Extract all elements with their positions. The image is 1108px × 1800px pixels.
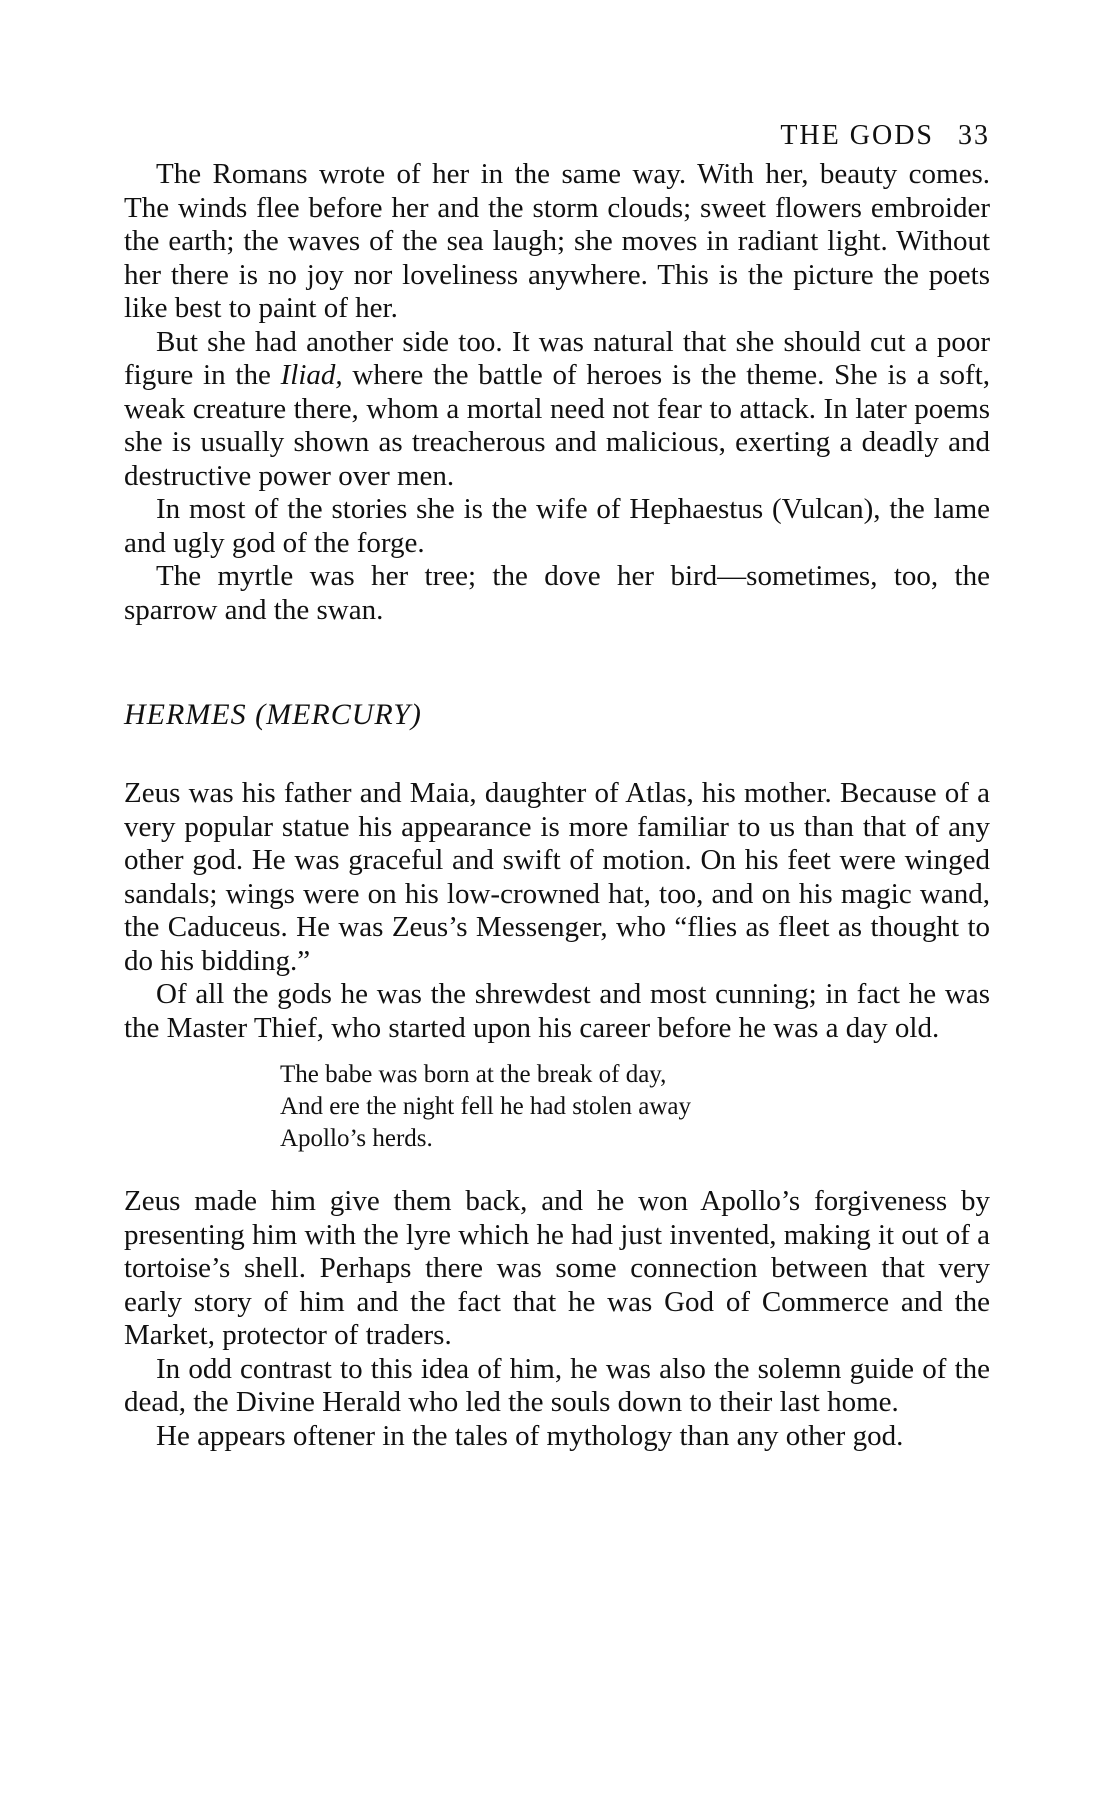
book-title-iliad: Iliad, (280, 359, 343, 391)
paragraph-hermes-thief: Of all the gods he was the shrewdest and most cunning; in fact he was the Master Thief, who started upon his career before he was a day old. (124, 978, 990, 1044)
running-head-title: THE GODS (780, 120, 934, 151)
section-heading-hermes: HERMES (MERCURY) (124, 698, 422, 731)
verse-quotation (280, 1059, 990, 1155)
paragraph-hermes-guide-of-dead: In odd contrast to this idea of him, he was also the solemn guide of the dead, the Divine Herald who led the souls down to their last home. (124, 1352, 990, 1418)
verse-line: The babe was born at the break of day, (280, 1061, 667, 1088)
paragraph-text: But she had another side too. It was natural that she should cut a poor figure in the (124, 325, 990, 391)
verse-line: Apollo’s herds. (280, 1125, 433, 1152)
paragraph-hermes-lyre: Zeus made him give them back, and he won Apollo’s forgiveness by presenting him with the lyre which he had just invented, making it out of a tortoise’s shell. Perhaps there was some connection between that very early story of him and the fact that he was God of Commerce and the Market, protector of traders. (124, 1185, 990, 1351)
paragraph-text: where the battle of heroes is the theme. She is a soft, weak creature there, whom a mortal need not fear to attack. In later poems she is usually shown as treacherous and malicious, exerting a deadly and destructive power over men. (124, 359, 991, 492)
paragraph-aphrodite-hephaestus: In most of the stories she is the wife of Hephaestus (Vulcan), the lame and ugly god of the forge. (124, 493, 990, 559)
verse-line: And ere the night fell he had stolen away (280, 1093, 691, 1120)
page-number: 33 (958, 120, 990, 151)
paragraph-hermes-parentage: Zeus was his father and Maia, daughter of Atlas, his mother. Because of a very popular statue his appearance is more familiar to us than that of any other god. He was graceful and swift of motion. On his feet were winged sandals; wings were on his low-crowned hat, too, and on his magic wand, the Caduceus. He was Zeus’s Messenger, who “flies as fleet as thought to do his bidding.” (124, 777, 990, 977)
running-header (124, 118, 990, 158)
paragraph-aphrodite-other-side (124, 326, 990, 494)
paragraph-aphrodite-beauty: The Romans wrote of her in the same way. With her, beauty comes. The winds flee before her and the storm clouds; sweet flowers embroider the earth; the waves of the sea laugh; she moves in radiant light. Without her there is no joy nor loveliness anywhere. This is the picture the poets like best to paint of her. (124, 158, 990, 324)
book-page (124, 118, 990, 1778)
paragraph-aphrodite-symbols: The myrtle was her tree; the dove her bird—sometimes, too, the sparrow and the swan. (124, 560, 990, 626)
paragraph-hermes-mythology: He appears oftener in the tales of mythology than any other god. (156, 1419, 904, 1452)
